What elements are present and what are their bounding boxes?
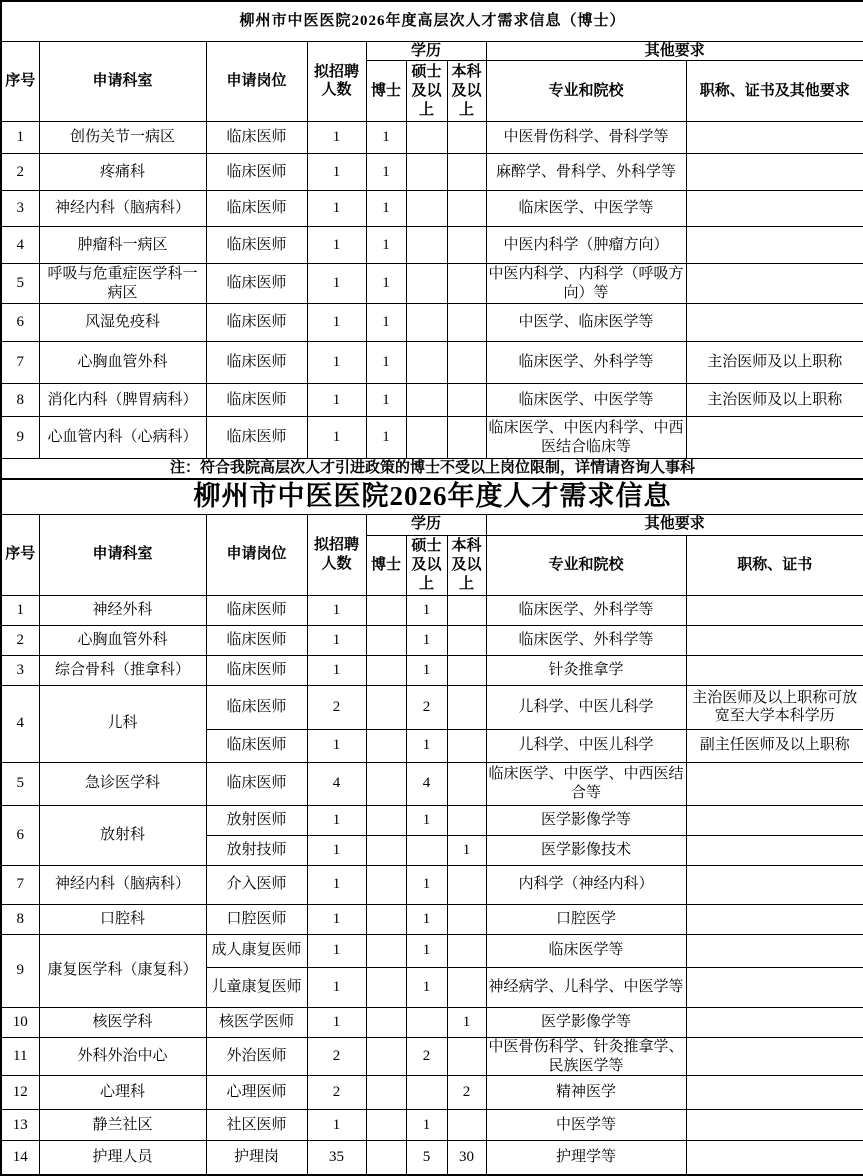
header-count: 拟招聘人数 [307, 41, 366, 122]
cell-post: 临床医师 [206, 264, 307, 304]
cell-major: 神经病学、儿科学、中医学等 [486, 967, 686, 1007]
table-row [1, 934, 863, 967]
table-row [1, 384, 863, 417]
cell-count: 1 [307, 384, 366, 417]
cell-count: 1 [307, 264, 366, 304]
cell-no: 9 [1, 934, 39, 1007]
cell-phd: 1 [366, 154, 406, 191]
header-major: 专业和院校 [486, 61, 686, 122]
cell-bachelor [447, 154, 486, 191]
cell-master: 1 [406, 729, 447, 762]
cell-phd: 1 [366, 227, 406, 264]
cell-cert [686, 625, 863, 655]
cell-master [406, 191, 447, 227]
cell-cert [686, 762, 863, 805]
cell-cert [686, 805, 863, 835]
cell-count: 2 [307, 685, 366, 729]
cell-major: 临床医学、中医内科学、中西医结合临床等 [486, 417, 686, 459]
cell-dept: 心胸血管外科 [39, 342, 206, 384]
cell-post: 放射医师 [206, 805, 307, 835]
cell-bachelor [447, 227, 486, 264]
cell-post: 核医学医师 [206, 1007, 307, 1037]
cell-no: 2 [1, 154, 39, 191]
cell-no: 3 [1, 191, 39, 227]
cell-phd [366, 729, 406, 762]
cell-bachelor: 2 [447, 1076, 486, 1110]
cell-post: 临床医师 [206, 384, 307, 417]
cell-phd: 1 [366, 122, 406, 154]
cell-post: 临床医师 [206, 685, 307, 729]
cell-major: 口腔医学 [486, 904, 686, 934]
cell-dept: 急诊医学科 [39, 762, 206, 805]
cell-bachelor [447, 1110, 486, 1141]
cell-master: 4 [406, 762, 447, 805]
cell-master: 1 [406, 934, 447, 967]
cell-count: 1 [307, 227, 366, 264]
cell-phd: 1 [366, 191, 406, 227]
cell-dept: 呼吸与危重症医学科一病区 [39, 264, 206, 304]
cell-post: 临床医师 [206, 595, 307, 625]
table-row [1, 655, 863, 685]
cell-cert [686, 967, 863, 1007]
cell-no: 11 [1, 1037, 39, 1076]
cell-phd: 1 [366, 384, 406, 417]
cell-phd [366, 934, 406, 967]
cell-post: 临床医师 [206, 304, 307, 342]
table-row [1, 685, 863, 729]
cell-no: 5 [1, 762, 39, 805]
header-no: 序号 [1, 41, 39, 122]
cell-cert [686, 417, 863, 459]
cell-count: 2 [307, 1037, 366, 1076]
cell-post: 外治医师 [206, 1037, 307, 1076]
cell-master: 1 [406, 904, 447, 934]
cell-master [406, 154, 447, 191]
cell-bachelor [447, 595, 486, 625]
cell-phd [366, 1141, 406, 1175]
cell-post: 临床医师 [206, 191, 307, 227]
table-row [1, 625, 863, 655]
table2-title: 柳州市中医医院2026年度人才需求信息 [1, 479, 863, 514]
phd-talent-table [0, 0, 863, 480]
cell-phd [366, 1110, 406, 1141]
header-post: 申请岗位 [206, 514, 307, 595]
cell-dept: 儿科 [39, 685, 206, 762]
table-row [1, 1076, 863, 1110]
cell-major: 儿科学、中医儿科学 [486, 685, 686, 729]
cell-no: 14 [1, 1141, 39, 1175]
cell-major: 临床医学等 [486, 934, 686, 967]
header-cert: 职称、证书及其他要求 [686, 61, 863, 122]
header-education-group: 学历 [366, 41, 486, 61]
cell-major: 儿科学、中医儿科学 [486, 729, 686, 762]
table-row [1, 479, 863, 514]
cell-master: 2 [406, 1037, 447, 1076]
cell-no: 10 [1, 1007, 39, 1037]
header-master: 硕士及以上 [406, 535, 447, 595]
cell-major: 中医内科学、内科学（呼吸方向）等 [486, 264, 686, 304]
cell-bachelor [447, 304, 486, 342]
cell-cert [686, 227, 863, 264]
cell-dept: 肿瘤科一病区 [39, 227, 206, 264]
cell-cert [686, 1141, 863, 1175]
cell-dept: 口腔科 [39, 904, 206, 934]
cell-dept: 护理人员 [39, 1141, 206, 1175]
table-row [1, 1, 863, 41]
header-education-group: 学历 [366, 514, 486, 535]
cell-post: 成人康复医师 [206, 934, 307, 967]
cell-master [406, 1007, 447, 1037]
cell-cert [686, 122, 863, 154]
cell-phd [366, 1037, 406, 1076]
cell-master: 1 [406, 805, 447, 835]
header-count: 拟招聘人数 [307, 514, 366, 595]
cell-bachelor [447, 805, 486, 835]
cell-major: 临床医学、外科学等 [486, 625, 686, 655]
cell-bachelor [447, 384, 486, 417]
cell-major: 中医骨伤科学、针灸推拿学、民族医学等 [486, 1037, 686, 1076]
cell-count: 1 [307, 304, 366, 342]
cell-no: 2 [1, 625, 39, 655]
cell-count: 1 [307, 805, 366, 835]
cell-master [406, 304, 447, 342]
cell-dept: 心血管内科（心病科） [39, 417, 206, 459]
cell-cert [686, 191, 863, 227]
header-major: 专业和院校 [486, 535, 686, 595]
cell-bachelor: 1 [447, 1007, 486, 1037]
cell-no: 4 [1, 685, 39, 762]
cell-count: 1 [307, 729, 366, 762]
cell-count: 4 [307, 762, 366, 805]
cell-bachelor: 1 [447, 835, 486, 865]
cell-major: 临床医学、中医学、中西医结合等 [486, 762, 686, 805]
table-row [1, 762, 863, 805]
cell-cert [686, 1037, 863, 1076]
cell-cert [686, 835, 863, 865]
cell-bachelor [447, 655, 486, 685]
cell-phd [366, 835, 406, 865]
table-row [1, 595, 863, 625]
cell-master [406, 1076, 447, 1110]
cell-count: 1 [307, 1110, 366, 1141]
cell-no: 1 [1, 595, 39, 625]
cell-post: 临床医师 [206, 342, 307, 384]
cell-cert [686, 934, 863, 967]
cell-count: 1 [307, 122, 366, 154]
cell-cert [686, 865, 863, 904]
cell-count: 1 [307, 191, 366, 227]
table-row [1, 304, 863, 342]
cell-cert [686, 655, 863, 685]
cell-cert: 主治医师及以上职称可放宽至大学本科学历 [686, 685, 863, 729]
table-header-row [1, 41, 863, 61]
cell-major: 中医学、临床医学等 [486, 304, 686, 342]
cell-post: 护理岗 [206, 1141, 307, 1175]
cell-major: 临床医学、中医学等 [486, 384, 686, 417]
cell-post: 放射技师 [206, 835, 307, 865]
cell-dept: 外科外治中心 [39, 1037, 206, 1076]
cell-cert: 主治医师及以上职称 [686, 342, 863, 384]
cell-major: 护理学等 [486, 1141, 686, 1175]
cell-major: 中医内科学（肿瘤方向） [486, 227, 686, 264]
cell-master: 1 [406, 625, 447, 655]
table-row [1, 904, 863, 934]
table-header-row [1, 514, 863, 535]
cell-post: 社区医师 [206, 1110, 307, 1141]
table-row [1, 227, 863, 264]
cell-count: 1 [307, 967, 366, 1007]
header-phd: 博士 [366, 61, 406, 122]
cell-dept: 康复医学科（康复科） [39, 934, 206, 1007]
cell-dept: 综合骨科（推拿科） [39, 655, 206, 685]
cell-phd [366, 1007, 406, 1037]
cell-cert: 主治医师及以上职称 [686, 384, 863, 417]
cell-no: 7 [1, 342, 39, 384]
cell-count: 1 [307, 1007, 366, 1037]
cell-dept: 创伤关节一病区 [39, 122, 206, 154]
cell-dept: 心理科 [39, 1076, 206, 1110]
cell-bachelor [447, 625, 486, 655]
cell-master [406, 417, 447, 459]
header-phd: 博士 [366, 535, 406, 595]
cell-bachelor [447, 934, 486, 967]
cell-master: 1 [406, 865, 447, 904]
cell-phd [366, 595, 406, 625]
cell-cert [686, 154, 863, 191]
table-row [1, 191, 863, 227]
cell-phd [366, 762, 406, 805]
cell-phd: 1 [366, 264, 406, 304]
cell-master: 1 [406, 967, 447, 1007]
table1-note: 注：符合我院高层次人才引进政策的博士不受以上岗位限制，详情请咨询人事科 [1, 459, 863, 479]
table-row [1, 342, 863, 384]
cell-dept: 风湿免疫科 [39, 304, 206, 342]
cell-major: 临床医学、外科学等 [486, 595, 686, 625]
cell-dept: 放射科 [39, 805, 206, 865]
cell-post: 临床医师 [206, 154, 307, 191]
cell-bachelor [447, 904, 486, 934]
cell-phd [366, 625, 406, 655]
cell-dept: 核医学科 [39, 1007, 206, 1037]
cell-no: 9 [1, 417, 39, 459]
cell-post: 临床医师 [206, 417, 307, 459]
cell-master: 1 [406, 595, 447, 625]
cell-major: 中医学等 [486, 1110, 686, 1141]
header-other-group: 其他要求 [486, 514, 863, 535]
cell-phd [366, 865, 406, 904]
cell-bachelor [447, 865, 486, 904]
cell-count: 1 [307, 342, 366, 384]
cell-dept: 心胸血管外科 [39, 625, 206, 655]
cell-cert [686, 1076, 863, 1110]
cell-dept: 静兰社区 [39, 1110, 206, 1141]
table-row [1, 1037, 863, 1076]
cell-count: 1 [307, 835, 366, 865]
table-row [1, 805, 863, 835]
table-row [1, 154, 863, 191]
cell-bachelor [447, 762, 486, 805]
cell-dept: 神经内科（脑病科） [39, 865, 206, 904]
cell-bachelor [447, 417, 486, 459]
cell-master [406, 264, 447, 304]
cell-bachelor [447, 1037, 486, 1076]
table-row [1, 264, 863, 304]
header-dept: 申请科室 [39, 41, 206, 122]
cell-phd [366, 904, 406, 934]
table-row [1, 865, 863, 904]
cell-phd: 1 [366, 304, 406, 342]
cell-major: 医学影像学等 [486, 1007, 686, 1037]
cell-count: 1 [307, 934, 366, 967]
cell-master [406, 384, 447, 417]
cell-major: 临床医学、中医学等 [486, 191, 686, 227]
general-talent-table [0, 478, 863, 1176]
cell-count: 2 [307, 1076, 366, 1110]
cell-cert [686, 304, 863, 342]
cell-dept: 神经内科（脑病科） [39, 191, 206, 227]
cell-no: 8 [1, 904, 39, 934]
cell-post: 临床医师 [206, 625, 307, 655]
cell-cert: 副主任医师及以上职称 [686, 729, 863, 762]
header-bachelor: 本科及以上 [447, 535, 486, 595]
cell-bachelor [447, 967, 486, 1007]
cell-major: 麻醉学、骨科学、外科学等 [486, 154, 686, 191]
cell-master [406, 122, 447, 154]
cell-post: 介入医师 [206, 865, 307, 904]
cell-count: 1 [307, 595, 366, 625]
table-row [1, 1007, 863, 1037]
cell-phd: 1 [366, 342, 406, 384]
cell-post: 临床医师 [206, 655, 307, 685]
table-row [1, 459, 863, 479]
cell-cert [686, 1110, 863, 1141]
cell-no: 8 [1, 384, 39, 417]
table1-title: 柳州市中医医院2026年度高层次人才需求信息（博士） [1, 1, 863, 41]
cell-master: 5 [406, 1141, 447, 1175]
cell-bachelor [447, 191, 486, 227]
cell-major: 中医骨伤科学、骨科学等 [486, 122, 686, 154]
header-bachelor: 本科及以上 [447, 61, 486, 122]
cell-post: 心理医师 [206, 1076, 307, 1110]
cell-phd [366, 685, 406, 729]
table-row [1, 417, 863, 459]
cell-phd [366, 967, 406, 1007]
cell-master [406, 227, 447, 264]
table-row [1, 122, 863, 154]
cell-no: 5 [1, 264, 39, 304]
cell-master [406, 835, 447, 865]
cell-major: 内科学（神经内科） [486, 865, 686, 904]
cell-phd [366, 805, 406, 835]
cell-major: 精神医学 [486, 1076, 686, 1110]
cell-post: 临床医师 [206, 729, 307, 762]
header-cert: 职称、证书 [686, 535, 863, 595]
cell-count: 1 [307, 417, 366, 459]
cell-count: 1 [307, 154, 366, 191]
cell-count: 35 [307, 1141, 366, 1175]
cell-no: 6 [1, 805, 39, 865]
cell-cert [686, 904, 863, 934]
header-no: 序号 [1, 514, 39, 595]
cell-phd [366, 655, 406, 685]
cell-dept: 神经外科 [39, 595, 206, 625]
cell-count: 1 [307, 625, 366, 655]
cell-bachelor [447, 264, 486, 304]
table-row [1, 1110, 863, 1141]
cell-cert [686, 1007, 863, 1037]
header-post: 申请岗位 [206, 41, 307, 122]
cell-bachelor: 30 [447, 1141, 486, 1175]
cell-no: 6 [1, 304, 39, 342]
cell-no: 3 [1, 655, 39, 685]
cell-post: 口腔医师 [206, 904, 307, 934]
cell-phd [366, 1076, 406, 1110]
cell-phd: 1 [366, 417, 406, 459]
cell-post: 儿童康复医师 [206, 967, 307, 1007]
cell-no: 13 [1, 1110, 39, 1141]
cell-master: 2 [406, 685, 447, 729]
cell-no: 1 [1, 122, 39, 154]
cell-cert [686, 595, 863, 625]
header-other-group: 其他要求 [486, 41, 863, 61]
cell-dept: 消化内科（脾胃病科） [39, 384, 206, 417]
cell-cert [686, 264, 863, 304]
cell-major: 医学影像学等 [486, 805, 686, 835]
cell-post: 临床医师 [206, 762, 307, 805]
cell-master: 1 [406, 655, 447, 685]
cell-major: 临床医学、外科学等 [486, 342, 686, 384]
cell-post: 临床医师 [206, 122, 307, 154]
cell-bachelor [447, 685, 486, 729]
header-dept: 申请科室 [39, 514, 206, 595]
header-master: 硕士及以上 [406, 61, 447, 122]
cell-major: 医学影像技术 [486, 835, 686, 865]
cell-no: 4 [1, 227, 39, 264]
cell-dept: 疼痛科 [39, 154, 206, 191]
cell-count: 1 [307, 865, 366, 904]
cell-bachelor [447, 729, 486, 762]
cell-count: 1 [307, 655, 366, 685]
cell-count: 1 [307, 904, 366, 934]
cell-no: 12 [1, 1076, 39, 1110]
cell-bachelor [447, 342, 486, 384]
cell-major: 针灸推拿学 [486, 655, 686, 685]
cell-bachelor [447, 122, 486, 154]
cell-master [406, 342, 447, 384]
cell-master: 1 [406, 1110, 447, 1141]
table-row [1, 1141, 863, 1175]
cell-no: 7 [1, 865, 39, 904]
cell-post: 临床医师 [206, 227, 307, 264]
